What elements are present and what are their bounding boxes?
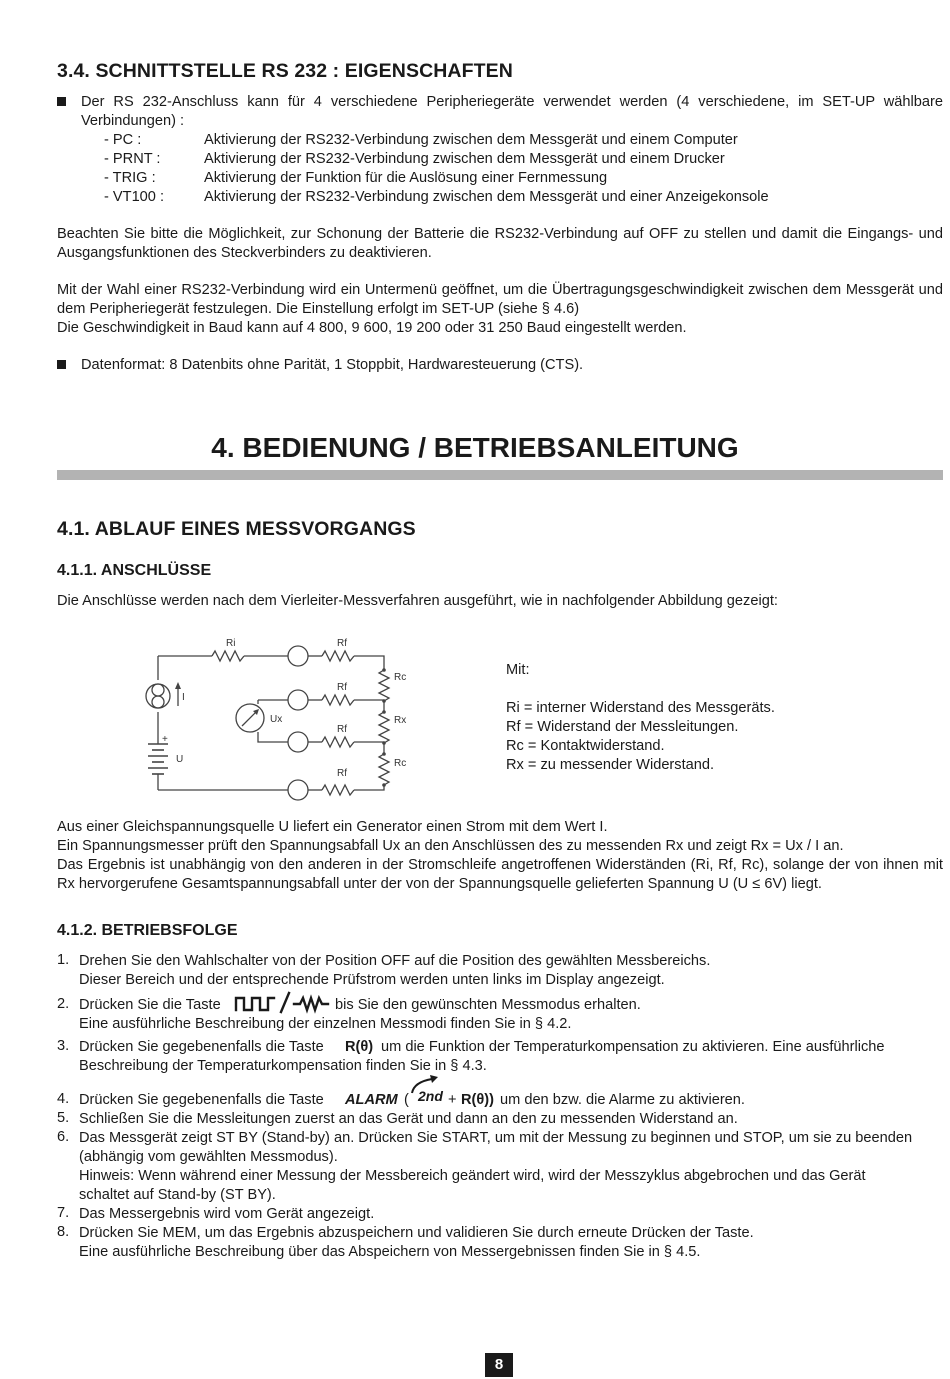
step-2-line1-pre: Drücken Sie die Taste: [79, 997, 221, 1013]
step-2-line2: Eine ausführliche Beschreibung der einzelnen Messmodi finden Sie in § 4.2.: [79, 1016, 572, 1032]
step-3-line1-post: um die Funktion der Temperaturkompensation zu aktivieren. Eine ausführliche: [381, 1039, 885, 1055]
bullet-square: [57, 97, 66, 106]
legend-rc: Rc = Kontaktwiderstand.: [506, 738, 665, 754]
section-4-1-2-title: 4.1.2. BETRIEBSFOLGE: [57, 922, 238, 939]
chapter-4-title: 4. BEDIENUNG / BETRIEBSANLEITUNG: [211, 432, 739, 463]
step-3-line2: Beschreibung der Temperaturkompensation finden Sie in § 4.3.: [79, 1058, 487, 1074]
step-4-post: um den bzw. die Alarme zu aktivieren.: [500, 1092, 745, 1108]
explanation-1: Aus einer Gleichspannungsquelle U liefert ein Generator einen Strom mit dem Wert I.: [57, 819, 608, 835]
label-rf-4: Rf: [337, 768, 347, 779]
mode-key-pc: - PC :: [104, 132, 142, 148]
step-2-line1-post: bis Sie den gewünschten Messmodus erhalten.: [335, 997, 641, 1013]
rs232-intro-line2: Verbindungen) :: [81, 113, 185, 129]
step-7: Das Messergebnis wird vom Gerät angezeigt.: [79, 1206, 375, 1222]
step-6-line1: Das Messgerät zeigt ST BY (Stand-by) an. Drücken Sie START, um mit der Messung zu beginnen und STOP, um sie zu beenden: [79, 1130, 913, 1146]
step-6-line4: schaltet auf Stand-by (ST BY).: [79, 1187, 276, 1203]
label-plus: +: [162, 734, 168, 745]
mode-key-vt100: - VT100 :: [104, 189, 165, 205]
section-4-1-1-title: 4.1.1. ANSCHLÜSSE: [57, 562, 212, 579]
explanation-3: Das Ergebnis ist unabhängig von den anderen in der Stromschleife angetroffenen Widerständen (Ri, Rf, Rc), solange der von ihnen mit Rx hervorgerufene Gesamtspannungsabfall unter der von der Spannungsquelle gelieferten Spannung U (U ≤ 6V) liegt.: [57, 857, 943, 892]
alarm-key: ALARM: [345, 1092, 398, 1108]
step-2-number: 2.: [57, 996, 70, 1012]
step-6-line2: (abhängig vom gewählten Messmodus).: [79, 1149, 338, 1165]
label-rx: Rx: [394, 715, 407, 726]
submenu-paragraph: Mit der Wahl einer RS232-Verbindung wird ein Untermenü geöffnet, um die Übertragungsgeschwindigkeit zwischen dem Messgerät und dem Peripheriegerät festzulegen. Die Einstellung erfolgt im SET-UP (siehe § 4.6): [57, 282, 943, 317]
step-8-number: 8.: [57, 1224, 70, 1240]
step-6-line3: Hinweis: Wenn während einer Messung der Messbereich geändert wird, wird der Messzyklus abgebrochen und das Gerät: [79, 1168, 866, 1184]
label-rf-2: Rf: [337, 682, 347, 693]
paren-open: (: [404, 1092, 409, 1108]
explanation-2: Ein Spannungsmesser prüft den Spannungsabfall Ux an den Anschlüssen des zu messenden Rx und zeigt Rx = Ux / I an.: [57, 838, 844, 854]
legend-mit: Mit:: [506, 662, 530, 678]
step-4-number: 4.: [57, 1091, 70, 1107]
rs232-intro-line1: Der RS 232-Anschluss kann für 4 verschiedene Peripheriegeräte verwendet werden (4 verschiedene, im SET-UP wählbare: [81, 94, 943, 110]
legend-rx: Rx = zu messender Widerstand.: [506, 757, 715, 773]
label-rf-3: Rf: [337, 724, 347, 735]
step-1-number: 1.: [57, 952, 70, 968]
mode-key-trig: - TRIG :: [104, 170, 156, 186]
step-6-number: 6.: [57, 1129, 70, 1145]
step-3-number: 3.: [57, 1038, 70, 1054]
bullet-square: [57, 360, 66, 369]
label-ri: Ri: [226, 638, 236, 649]
legend-ri: Ri = interner Widerstand des Messgeräts.: [506, 700, 775, 716]
mode-desc-vt100: Aktivierung der RS232-Verbindung zwischen dem Messgerät und einer Anzeigekonsole: [204, 189, 769, 205]
step-1-line1: Drehen Sie den Wahlschalter von der Position OFF auf die Position des gewählten Messbereichs.: [79, 953, 711, 969]
step-8-line1: Drücken Sie MEM, um das Ergebnis abzuspeichern und validieren Sie durch erneute Drücken der Taste.: [79, 1225, 754, 1241]
label-voltage-u: U: [176, 754, 184, 765]
battery-paragraph: Beachten Sie bitte die Möglichkeit, zur Schonung der Batterie die RS232-Verbindung auf OFF zu stellen und damit die Eingangs- und Ausgangsfunktionen des Steckverbinders zu deaktivieren.: [57, 226, 943, 261]
second-key: 2nd: [418, 1088, 443, 1104]
mode-key-prnt: - PRNT :: [104, 151, 161, 167]
step-5: Schließen Sie die Messleitungen zuerst an das Gerät und dann an den zu messenden Widerstand an.: [79, 1111, 738, 1127]
mode-desc-prnt: Aktivierung der RS232-Verbindung zwischen dem Messgerät und einem Drucker: [204, 151, 725, 167]
page-number: 8: [485, 1353, 513, 1377]
connections-intro: Die Anschlüsse werden nach dem Vierleiter-Messverfahren ausgeführt, wie in nachfolgender Abbildung gezeigt:: [57, 593, 778, 609]
r-theta-key: R(θ): [345, 1039, 374, 1055]
mode-desc-trig: Aktivierung der Funktion für die Auslösung einer Fernmessung: [204, 170, 608, 186]
label-current-i: I: [182, 692, 185, 703]
baud-paragraph: Die Geschwindigkeit in Baud kann auf 4 800, 9 600, 19 200 oder 31 250 Baud eingestellt werden.: [57, 320, 687, 336]
mode-desc-pc: Aktivierung der RS232-Verbindung zwischen dem Messgerät und einem Computer: [204, 132, 738, 148]
step-1-line2: Dieser Bereich und der entsprechende Prüfstrom werden unten links im Display angezeigt.: [79, 972, 665, 988]
label-rf-top: Rf: [337, 638, 347, 649]
section-4-1-title: 4.1. ABLAUF EINES MESSVORGANGS: [57, 518, 416, 540]
four-wire-circuit-diagram: [140, 632, 430, 802]
label-rc-top: Rc: [394, 672, 407, 683]
data-format: Datenformat: 8 Datenbits ohne Parität, 1 Stoppbit, Hardwaresteuerung (CTS).: [81, 357, 584, 373]
label-ux: Ux: [270, 714, 283, 725]
step-8-line2: Eine ausführliche Beschreibung über das Abspeichern von Messergebnissen finden Sie in § 4.5.: [79, 1244, 701, 1260]
section-3-4-title: 3.4. SCHNITTSTELLE RS 232 : EIGENSCHAFTEN: [57, 60, 513, 82]
measurement-mode-key-icon: [234, 990, 332, 1014]
step-4-pre: Drücken Sie gegebenenfalls die Taste: [79, 1092, 324, 1108]
legend-rf: Rf = Widerstand der Messleitungen.: [506, 719, 739, 735]
chapter-divider: [57, 470, 943, 480]
step-5-number: 5.: [57, 1110, 70, 1126]
plus-sign: +: [448, 1092, 457, 1108]
r-theta-key-2: R(θ)): [461, 1092, 495, 1108]
label-rc-bottom: Rc: [394, 758, 407, 769]
step-7-number: 7.: [57, 1205, 70, 1221]
step-3-line1-pre: Drücken Sie gegebenenfalls die Taste: [79, 1039, 324, 1055]
